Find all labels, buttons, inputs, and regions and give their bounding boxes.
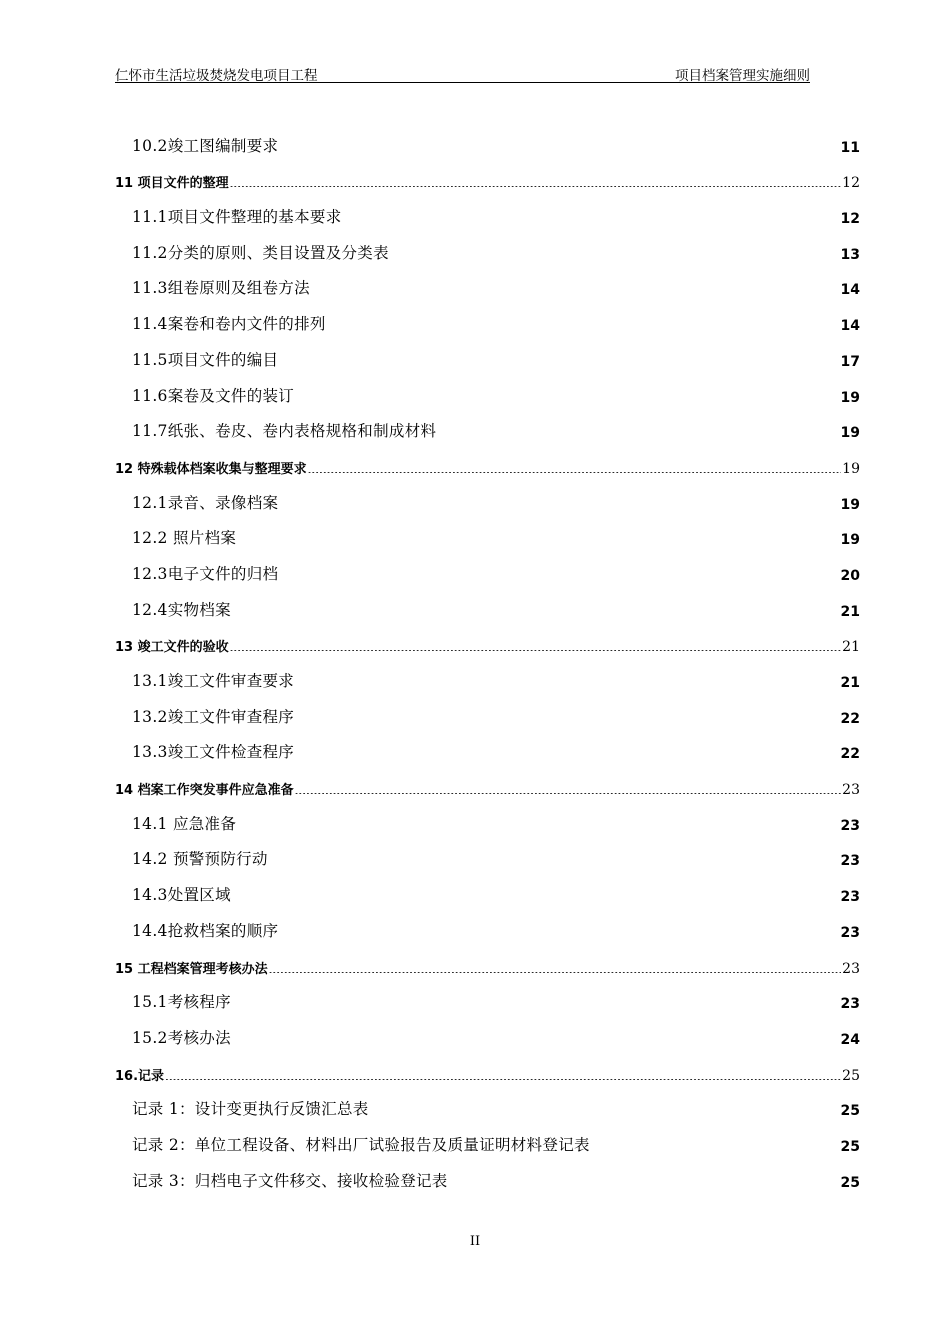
toc-dot-leader <box>232 1034 840 1044</box>
toc-entry-title: 记录 3：归档电子文件移交、接收检验登记表 <box>132 1171 448 1190</box>
toc-entry-title: 15.1考核程序 <box>132 993 231 1012</box>
toc-entry-title: 16.记录 <box>115 1068 165 1084</box>
toc-entry-title: 10.2竣工图编制要求 <box>132 136 279 155</box>
toc-subsection-entry[interactable] <box>115 834 860 870</box>
toc-subsection-entry[interactable] <box>115 905 860 941</box>
toc-dot-leader <box>232 891 840 901</box>
toc-entry-page: 23 <box>840 924 860 941</box>
toc-entry-title: 15.2考核办法 <box>132 1028 231 1047</box>
toc-entry-page: 19 <box>840 425 860 442</box>
toc-entry-page: 13 <box>840 246 860 263</box>
toc-subsection-entry[interactable] <box>115 477 860 513</box>
toc-subsection-entry[interactable] <box>115 191 860 227</box>
table-of-contents <box>115 120 860 1191</box>
toc-entry-title: 14.1 应急准备 <box>132 814 237 833</box>
toc-subsection-entry[interactable] <box>115 548 860 584</box>
toc-entry-page: 23 <box>840 817 860 834</box>
toc-subsection-entry[interactable] <box>115 513 860 549</box>
toc-dot-leader <box>311 284 840 294</box>
toc-subsection-entry[interactable] <box>115 334 860 370</box>
toc-entry-title: 13.2竣工文件审查程序 <box>132 707 295 726</box>
toc-subsection-entry[interactable] <box>115 584 860 620</box>
toc-entry-page: 22 <box>840 746 860 763</box>
toc-entry-page: 21 <box>840 675 860 691</box>
toc-section-entry[interactable] <box>115 941 860 977</box>
toc-dot-leader <box>230 177 842 187</box>
toc-entry-page: 12 <box>840 211 860 228</box>
toc-dot-leader <box>370 1105 840 1115</box>
toc-dot-leader <box>269 963 842 973</box>
toc-subsection-entry[interactable] <box>115 1119 860 1155</box>
toc-dot-leader <box>327 320 840 330</box>
toc-dot-leader <box>232 606 840 616</box>
toc-entry-title: 14 档案工作突发事件应急准备 <box>115 783 294 799</box>
toc-subsection-entry[interactable] <box>115 1084 860 1120</box>
toc-entry-title: 14.2 预警预防行动 <box>132 850 268 869</box>
toc-subsection-entry[interactable] <box>115 1155 860 1191</box>
toc-dot-leader <box>232 998 840 1008</box>
toc-subsection-entry[interactable] <box>115 691 860 727</box>
toc-section-entry[interactable] <box>115 441 860 477</box>
toc-entry-title: 11.4案卷和卷内文件的排列 <box>132 315 326 334</box>
toc-subsection-entry[interactable] <box>115 1012 860 1048</box>
toc-entry-title: 15 工程档案管理考核办法 <box>115 961 268 977</box>
toc-dot-leader <box>165 1070 841 1080</box>
toc-entry-page: 21 <box>840 603 860 620</box>
toc-dot-leader <box>269 855 840 865</box>
toc-subsection-entry[interactable] <box>115 798 860 834</box>
toc-entry-page: 25 <box>842 1067 860 1084</box>
toc-entry-page: 23 <box>842 782 860 799</box>
toc-section-entry[interactable] <box>115 620 860 656</box>
toc-dot-leader <box>279 499 839 509</box>
toc-entry-title: 13.1竣工文件审查要求 <box>132 672 295 690</box>
toc-section-entry[interactable] <box>115 1048 860 1084</box>
toc-dot-leader <box>237 534 839 544</box>
header-project-name: 仁怀市生活垃圾焚烧发电项目工程 <box>115 68 318 84</box>
toc-entry-title: 12.1录音、录像档案 <box>132 493 279 512</box>
toc-dot-leader <box>437 427 839 437</box>
toc-entry-page: 23 <box>840 853 860 870</box>
toc-subsection-entry[interactable] <box>115 263 860 299</box>
page-number: II <box>469 1234 481 1249</box>
toc-entry-page: 19 <box>842 460 860 477</box>
toc-dot-leader <box>308 463 842 473</box>
toc-dot-leader <box>390 249 840 259</box>
toc-dot-leader <box>591 1141 840 1151</box>
toc-subsection-entry[interactable] <box>115 227 860 263</box>
toc-entry-title: 14.3处置区域 <box>132 886 231 905</box>
toc-entry-page: 25 <box>840 1103 860 1120</box>
toc-entry-title: 12 特殊载体档案收集与整理要求 <box>115 461 307 477</box>
toc-section-entry[interactable] <box>115 156 860 192</box>
toc-entry-page: 25 <box>840 1138 860 1155</box>
toc-dot-leader <box>279 142 839 152</box>
toc-dot-leader <box>343 213 840 223</box>
toc-entry-page: 25 <box>840 1174 860 1191</box>
toc-entry-title: 记录 2：单位工程设备、材料出厂试验报告及质量证明材料登记表 <box>132 1135 590 1154</box>
toc-entry-title: 12.4实物档案 <box>132 600 231 619</box>
page-header <box>115 64 810 83</box>
header-document-title: 项目档案管理实施细则 <box>675 68 810 84</box>
toc-entry-title: 13 竣工文件的验收 <box>115 640 229 656</box>
toc-entry-title: 11 项目文件的整理 <box>115 176 229 192</box>
toc-dot-leader <box>449 1177 840 1187</box>
toc-entry-page: 23 <box>840 889 860 906</box>
toc-subsection-entry[interactable] <box>115 655 860 691</box>
toc-subsection-entry[interactable] <box>115 727 860 763</box>
toc-entry-title: 11.6案卷及文件的装订 <box>132 386 295 405</box>
toc-dot-leader <box>279 570 839 580</box>
toc-entry-page: 19 <box>840 389 860 406</box>
toc-entry-page: 22 <box>840 710 860 727</box>
toc-entry-title: 11.2分类的原则、类目设置及分类表 <box>132 243 389 262</box>
toc-entry-title: 12.2 照片档案 <box>132 529 237 548</box>
toc-entry-title: 11.3组卷原则及组卷方法 <box>132 279 310 298</box>
toc-dot-leader <box>237 820 839 830</box>
toc-entry-page: 11 <box>840 139 860 156</box>
toc-entry-page: 23 <box>842 960 860 977</box>
toc-section-entry[interactable] <box>115 762 860 798</box>
toc-entry-page: 19 <box>840 496 860 513</box>
toc-entry-title: 13.3竣工文件检查程序 <box>132 743 295 762</box>
toc-entry-page: 23 <box>840 996 860 1013</box>
toc-dot-leader <box>295 748 839 758</box>
toc-dot-leader <box>279 356 839 366</box>
toc-dot-leader <box>230 641 842 651</box>
toc-subsection-entry[interactable] <box>115 977 860 1013</box>
toc-subsection-entry[interactable] <box>115 298 860 334</box>
toc-entry-title: 11.7纸张、卷皮、卷内表格规格和制成材料 <box>132 422 437 441</box>
toc-entry-page: 14 <box>840 282 860 299</box>
toc-subsection-entry[interactable] <box>115 869 860 905</box>
toc-entry-title: 11.1项目文件整理的基本要求 <box>132 208 342 227</box>
toc-subsection-entry[interactable] <box>115 406 860 442</box>
toc-entry-page: 19 <box>840 532 860 549</box>
toc-entry-title: 11.5项目文件的编目 <box>132 350 279 369</box>
toc-entry-page: 14 <box>840 318 860 335</box>
toc-entry-page: 24 <box>840 1031 860 1048</box>
toc-entry-page: 20 <box>840 567 860 584</box>
toc-entry-title: 14.4抢救档案的顺序 <box>132 921 279 940</box>
toc-entry-title: 记录 1：设计变更执行反馈汇总表 <box>132 1100 369 1119</box>
toc-entry-page: 21 <box>842 639 860 656</box>
toc-subsection-entry[interactable] <box>115 370 860 406</box>
toc-dot-leader <box>295 677 839 687</box>
toc-dot-leader <box>295 392 839 402</box>
toc-entry-page: 12 <box>842 175 860 192</box>
toc-dot-leader <box>295 713 839 723</box>
toc-dot-leader <box>279 927 839 937</box>
toc-dot-leader <box>295 784 842 794</box>
toc-entry-title: 12.3电子文件的归档 <box>132 564 279 583</box>
toc-subsection-entry[interactable] <box>115 120 860 156</box>
toc-entry-page: 17 <box>840 353 860 370</box>
